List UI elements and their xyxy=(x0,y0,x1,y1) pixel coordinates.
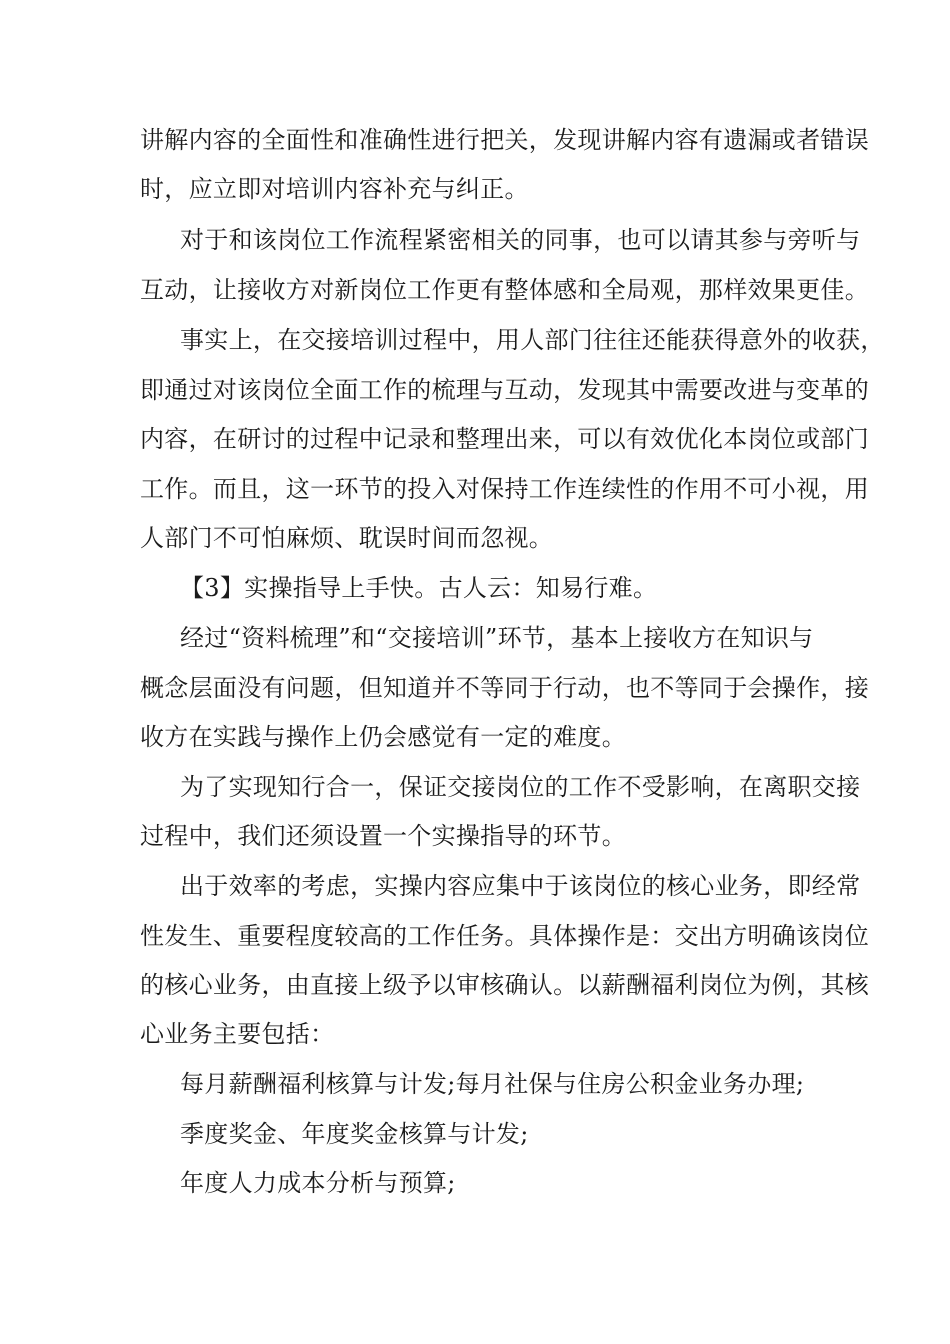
list-item: 每月薪酬福利核算与计发;每月社保与住房公积金业务办理; xyxy=(180,1070,805,1098)
paragraph-line: 心业务主要包括： xyxy=(140,1020,335,1048)
paragraph-line: 收方在实践与操作上仍会感觉有一定的难度。 xyxy=(140,723,626,751)
section-heading: 【3】实操指导上手快。古人云：知易行难。 xyxy=(180,574,658,602)
paragraph-line: 互动，让接收方对新岗位工作更有整体感和全局观，那样效果更佳。 xyxy=(140,276,869,304)
paragraph-line: 出于效率的考虑，实操内容应集中于该岗位的核心业务，即经常 xyxy=(180,872,861,900)
list-item: 年度人力成本分析与预算; xyxy=(180,1169,456,1197)
paragraph-line: 经过“资料梳理”和“交接培训”环节，基本上接收方在知识与 xyxy=(180,624,814,652)
paragraph-line: 过程中，我们还须设置一个实操指导的环节。 xyxy=(140,822,626,850)
paragraph-line: 人部门不可怕麻烦、耽误时间而忽视。 xyxy=(140,524,554,552)
paragraph-line: 即通过对该岗位全面工作的梳理与互动，发现其中需要改进与变革的 xyxy=(140,376,869,404)
paragraph-line: 讲解内容的全面性和准确性进行把关，发现讲解内容有遗漏或者错误 xyxy=(140,126,869,154)
paragraph-line: 为了实现知行合一，保证交接岗位的工作不受影响，在离职交接 xyxy=(180,773,861,801)
paragraph-line: 时，应立即对培训内容补充与纠正。 xyxy=(140,175,529,203)
paragraph-line: 事实上，在交接培训过程中，用人部门往往还能获得意外的收获， xyxy=(180,326,885,354)
paragraph-line: 性发生、重要程度较高的工作任务。具体操作是：交出方明确该岗位 xyxy=(140,922,869,950)
paragraph-line: 内容，在研讨的过程中记录和整理出来，可以有效优化本岗位或部门 xyxy=(140,425,869,453)
list-item: 季度奖金、年度奖金核算与计发; xyxy=(180,1120,529,1148)
paragraph-line: 工作。而且，这一环节的投入对保持工作连续性的作用不可小视，用 xyxy=(140,475,869,503)
paragraph-line: 概念层面没有问题，但知道并不等同于行动，也不等同于会操作，接 xyxy=(140,674,869,702)
paragraph-line: 的核心业务，由直接上级予以审核确认。以薪酬福利岗位为例，其核 xyxy=(140,971,869,999)
paragraph-line: 对于和该岗位工作流程紧密相关的同事，也可以请其参与旁听与 xyxy=(180,226,861,254)
